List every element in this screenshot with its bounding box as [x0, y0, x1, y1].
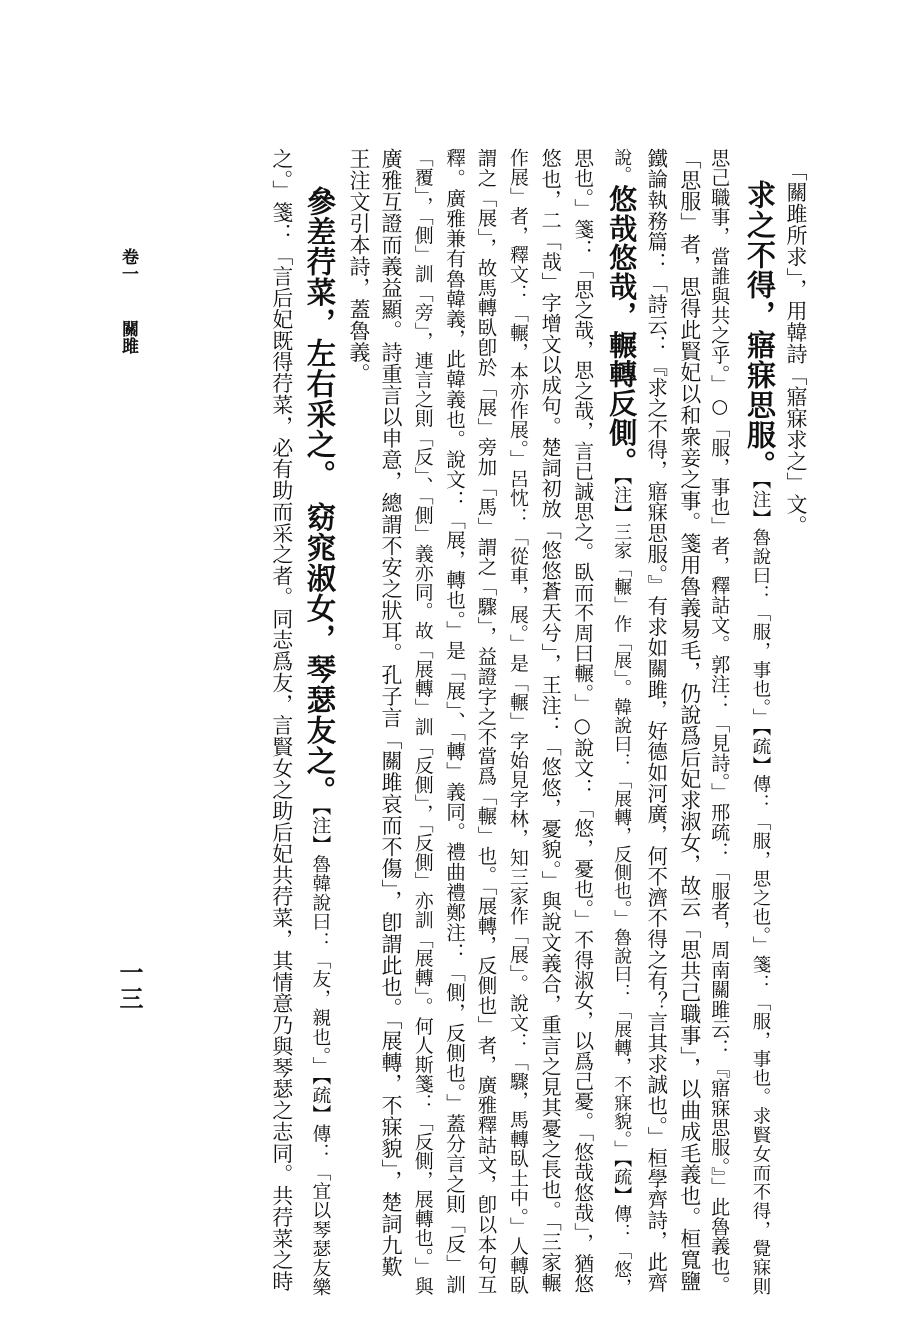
text-column	[412, 148, 431, 1296]
commentary-text: 【注】魯說曰：「服，事也。」【疏】傳：「服，思之也。」箋：「服，事也。求賢女而不得，覺寐則	[750, 480, 771, 1296]
commentary-text: 王注文引本詩，蓋魯義。	[347, 148, 371, 385]
commentary-text: 【注】三家「輾」作「展」。韓說曰：「展轉，反側也。」魯說曰：「展轉，不寐貌。」【疏】傳：「悠，	[611, 476, 633, 1297]
commentary-text: 悠也，二「哉」字增文以成句。楚詞初放「悠悠蒼天兮」，王注：「悠悠，憂貌。」與說文義合，重言之見其憂之長也。「三家輾	[538, 148, 563, 1294]
poem-line: 窈窕淑女，琴瑟友之。	[302, 502, 338, 807]
poem-line: 參差荇菜，左右采之。	[302, 186, 338, 491]
text-column	[380, 148, 401, 1278]
text-column	[270, 148, 291, 1292]
text-column	[538, 148, 563, 1294]
text-column	[508, 148, 527, 1295]
commentary-text: 釋。廣雅兼有魯韓義，此韓義也。說文：「展，轉也。」是「展」、「轉」義同。禮曲禮鄭注：「側，反側也。」蓋分言之則「反」訓	[442, 148, 466, 1295]
poem-line: 悠哉悠哉，輾轉反側。	[605, 184, 639, 477]
text-column	[743, 180, 777, 1296]
poem-line: 求之不得，寤寐思服。	[743, 180, 777, 480]
text-column	[708, 148, 732, 1296]
commentary-text: 廣雅互證而義益顯。詩重言以申意，總謂不安之狀耳。孔子言「關雎哀而不傷」，卽謂此也。「展轉，不寐貌」，楚詞九歎	[379, 148, 403, 1278]
commentary-text: 「思服」者，思得此賢妃以和衆妾之事。箋用魯義易毛，仍說爲后妃求淑女，故云「思共己職事」，以曲成毛義也。桓寬鹽	[676, 148, 701, 1293]
commentary-text: 【注】魯韓說曰：「友，親也。」【疏】傳：「宜以琴瑟友樂	[309, 806, 331, 1297]
text-column	[572, 148, 592, 1294]
text-column	[302, 186, 338, 1297]
text-column	[348, 148, 369, 385]
commentary-text: 「關雎所求」，用韓詩「寤寐求之」文。	[784, 160, 808, 537]
page-number: 一三	[115, 960, 144, 1012]
commentary-text: 之。」箋：「言后妃既得荇菜，必有助而采之者。同志爲友，言賢女之助后妃共荇菜，其情意乃與琴瑟之志同。共荇菜之時	[268, 148, 293, 1293]
text-column	[644, 148, 669, 1294]
commentary-text: 說。	[611, 148, 633, 185]
text-column	[785, 160, 806, 537]
text-column	[474, 148, 498, 1295]
commentary-text: 鐵論執務篇：「詩云：『求之不得，寤寐思服。』有求如關雎，好德如河廣，何不濟不得之有？言其求誠也。」桓學齊詩，此齊	[644, 148, 669, 1294]
commentary-text: 作展」者，釋文：「輾，本亦作展。」呂忱：「從車，展。」是「輾」字始見字林，知三家作「展」。說文：「驟，馬轉臥土中。」人轉臥	[506, 148, 529, 1295]
commentary-text: 謂之「展」，故馬轉臥卽於「展」旁加「馬」謂之「驟」，益證字之不當爲「輾」也。「展轉，反側也」者，廣雅釋詁文，卽以本句互	[474, 148, 498, 1295]
commentary-text: 「覆」，「側」訓「旁」，連言之則「反」、「側」義亦同。故「展轉」訓「反側」，「反側」亦訓「展轉」。何人斯箋：「反側，展轉也。」與	[411, 148, 433, 1296]
text-column	[444, 148, 464, 1294]
running-header-volume: 卷一	[118, 248, 138, 282]
commentary-text: 思己職事，當誰與共之乎。」○「服，事也」者，釋詁文。郭注：「見詩。」邢疏：「服者，周南關雎云：『寤寐思服。』」此魯義也。	[708, 148, 732, 1296]
running-header-section: 關雎	[118, 320, 138, 354]
commentary-text: 思也。」箋：「思之哉，思之哉，言已誠思之。臥而不周曰輾。」○說文：「悠，憂也。」不得淑女，以爲己憂。「悠哉悠哉」，猶悠	[570, 148, 594, 1294]
text-column	[605, 148, 639, 1297]
text-column	[678, 148, 699, 1292]
